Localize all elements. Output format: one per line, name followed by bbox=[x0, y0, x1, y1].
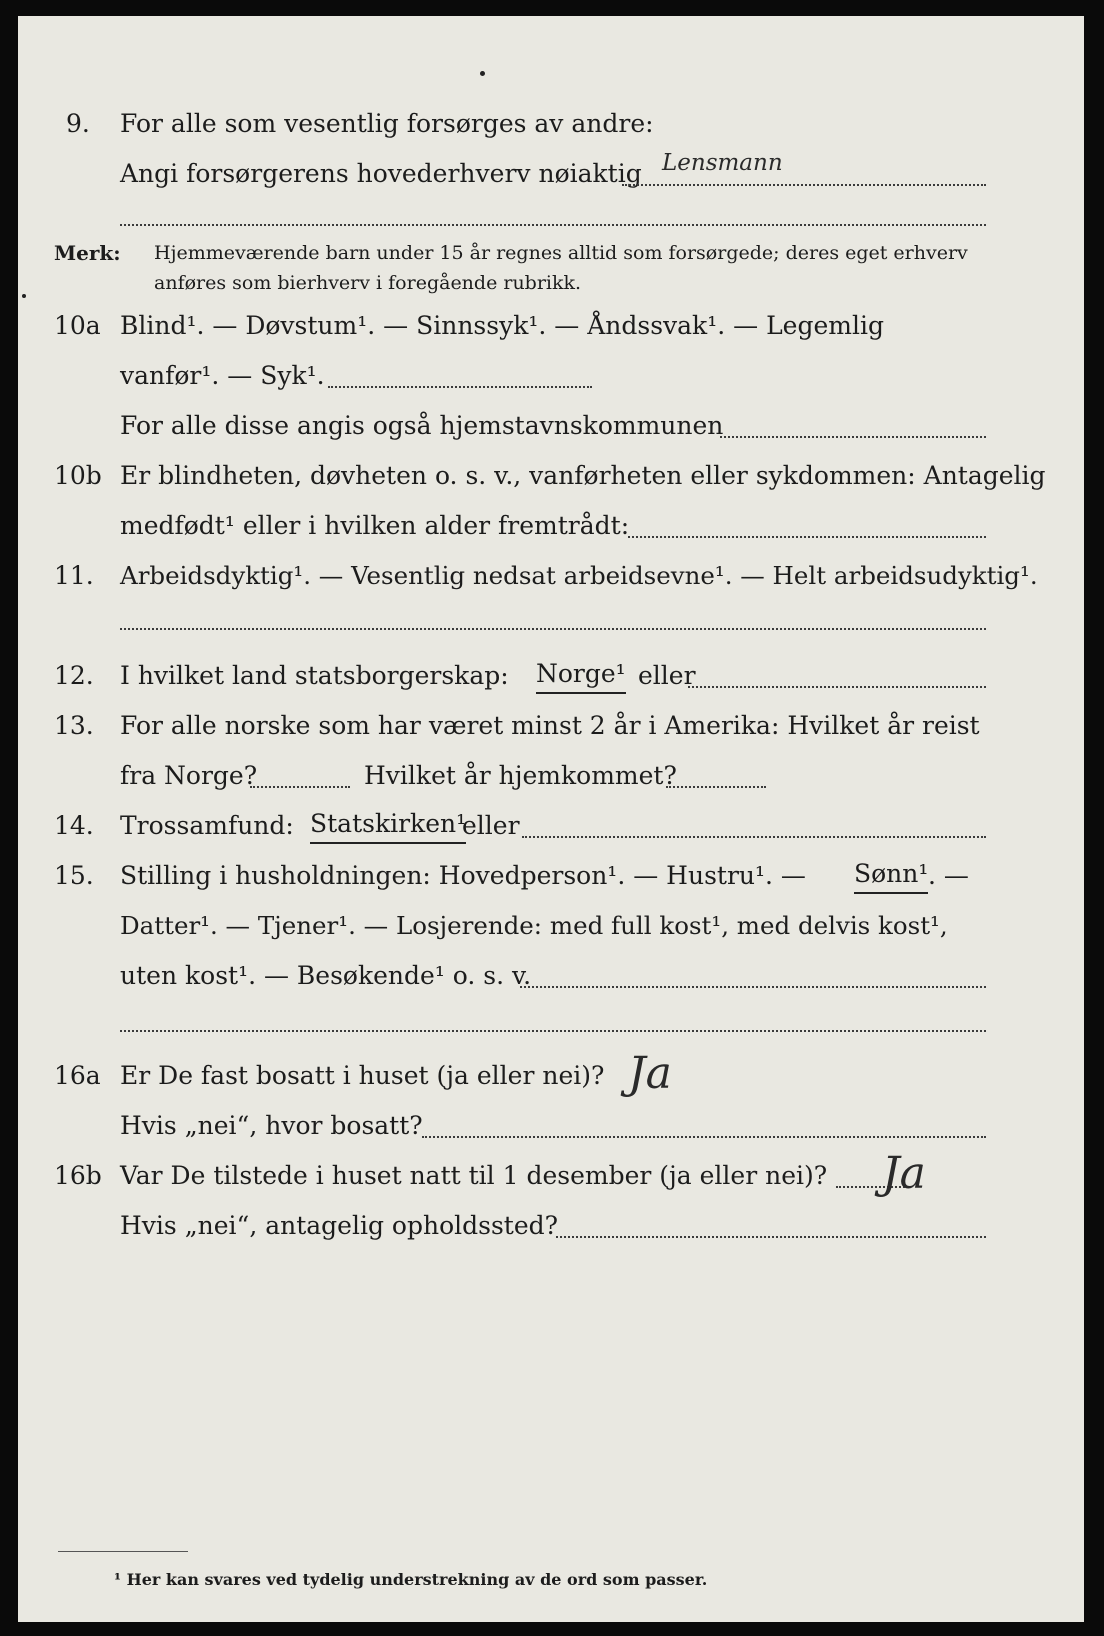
q15-line-2 bbox=[18, 906, 1084, 946]
merk-line-1: Hjemmeværende barn under 15 år regnes alltid som forsørgede; deres eget erhverv bbox=[154, 242, 968, 264]
q15-text-1: Stilling i husholdningen: Hovedperson¹. — Hustru¹. — bbox=[120, 861, 806, 890]
q15-line-1 bbox=[18, 856, 1084, 896]
q16a-line-1 bbox=[18, 1048, 1084, 1099]
q15-text-2: Datter¹. — Tjener¹. — Losjerende: med full kost¹, med delvis kost¹, bbox=[120, 911, 948, 940]
q9-handwritten-answer: Lensmann bbox=[662, 150, 783, 176]
q10a-line-2 bbox=[18, 356, 1084, 396]
q16a-answer-line bbox=[422, 1136, 986, 1138]
q12-answer-line bbox=[688, 686, 986, 688]
q13-departure-line bbox=[250, 786, 350, 788]
q13-return-prompt: Hvilket år hjemkommet? bbox=[364, 761, 677, 790]
q10a-home-municipality-line bbox=[720, 436, 986, 438]
q13-line-2 bbox=[18, 756, 1084, 796]
q14-line-1 bbox=[18, 806, 1084, 846]
q11-text: Arbeidsdyktig¹. — Vesentlig nedsat arbeidsevne¹. — Helt arbeidsudyktig¹. bbox=[120, 561, 1038, 590]
q12-prompt: I hvilket land statsborgerskap: bbox=[120, 661, 509, 690]
q9-line-2 bbox=[18, 150, 1084, 194]
q10a-text-1: Blind¹. — Døvstum¹. — Sinnssyk¹. — Åndssvak¹. — Legemlig bbox=[120, 311, 884, 340]
q16b-prompt-2: Hvis „nei“, antagelig opholdssted? bbox=[120, 1211, 559, 1240]
q10b-number: 10b bbox=[54, 461, 102, 490]
q10b-line-2 bbox=[18, 506, 1084, 546]
merk-label: Merk: bbox=[54, 241, 121, 265]
q11-blank-line bbox=[120, 628, 986, 630]
q14-option-statskirken: Statskirken¹ bbox=[310, 806, 466, 844]
q16b-handwritten-answer: Ja bbox=[882, 1148, 926, 1199]
q9-line-1 bbox=[18, 104, 1084, 144]
footnote: ¹ Her kan svares ved tydelig understrekning av de ord som passer. bbox=[114, 1570, 708, 1589]
q16a-line-2 bbox=[18, 1106, 1084, 1146]
q9-text: For alle som vesentlig forsørges av andre: bbox=[120, 109, 654, 138]
q14-number: 14. bbox=[54, 811, 94, 840]
q10b-text-1: Er blindheten, døvheten o. s. v., vanførheten eller sykdommen: Antagelig bbox=[120, 461, 1046, 490]
q16b-number: 16b bbox=[54, 1161, 102, 1190]
q12-number: 12. bbox=[54, 661, 94, 690]
q10a-text-3: For alle disse angis også hjemstavnskommunen bbox=[120, 411, 724, 440]
q13-text-1: For alle norske som har været minst 2 år i Amerika: Hvilket år reist bbox=[120, 711, 980, 740]
q12-option-norge: Norge¹ bbox=[536, 656, 626, 694]
q9-blank-line bbox=[120, 224, 986, 226]
q9-answer-line bbox=[622, 184, 986, 186]
q16a-number: 16a bbox=[54, 1061, 101, 1090]
q16a-prompt: Er De fast bosatt i huset (ja eller nei)? bbox=[120, 1061, 605, 1090]
q15-option-sonn: Sønn¹ bbox=[854, 856, 928, 894]
q13-departure-prompt: fra Norge? bbox=[120, 761, 258, 790]
q16b-prompt: Var De tilstede i huset natt til 1 desember (ja eller nei)? bbox=[120, 1161, 828, 1190]
q9-prompt: Angi forsørgerens hovederhverv nøiaktig bbox=[120, 159, 642, 188]
q11-line-1 bbox=[18, 556, 1084, 596]
q10b-answer-line bbox=[628, 536, 986, 538]
q13-number: 13. bbox=[54, 711, 94, 740]
q15-line-3 bbox=[18, 956, 1084, 996]
q14-eller: eller bbox=[462, 811, 520, 840]
census-form-page bbox=[18, 16, 1084, 1622]
footnote-rule bbox=[58, 1551, 188, 1552]
q16a-handwritten-answer: Ja bbox=[628, 1048, 672, 1099]
q10a-line-1 bbox=[18, 306, 1084, 346]
q10a-line-3 bbox=[18, 406, 1084, 446]
q16b-line-2 bbox=[18, 1206, 1084, 1246]
q15-text-1-end: . — bbox=[928, 861, 969, 890]
q13-return-line bbox=[666, 786, 766, 788]
q15-answer-line bbox=[520, 986, 986, 988]
q16b-line-1 bbox=[18, 1148, 1084, 1199]
q10a-answer-line bbox=[328, 386, 592, 388]
q12-eller: eller bbox=[638, 661, 696, 690]
q13-line-1 bbox=[18, 706, 1084, 746]
q10b-line-1 bbox=[18, 456, 1084, 496]
q9-number: 9. bbox=[66, 109, 90, 138]
merk-note bbox=[18, 238, 1084, 300]
q10b-text-2: medfødt¹ eller i hvilken alder fremtrådt: bbox=[120, 511, 630, 540]
ink-dot bbox=[480, 71, 485, 76]
q10a-number: 10a bbox=[54, 311, 101, 340]
q15-blank-line bbox=[120, 1030, 986, 1032]
q15-text-3: uten kost¹. — Besøkende¹ o. s. v. bbox=[120, 961, 532, 990]
q14-prompt: Trossamfund: bbox=[120, 811, 294, 840]
q15-number: 15. bbox=[54, 861, 94, 890]
q10a-text-2: vanfør¹. — Syk¹. bbox=[120, 361, 325, 390]
q16a-prompt-2: Hvis „nei“, hvor bosatt? bbox=[120, 1111, 423, 1140]
q16b-stay-line bbox=[556, 1236, 986, 1238]
q14-answer-line bbox=[522, 836, 986, 838]
merk-line-2: anføres som bierhverv i foregående rubrikk. bbox=[154, 272, 582, 294]
q12-line-1 bbox=[18, 656, 1084, 696]
q11-number: 11. bbox=[54, 561, 94, 590]
